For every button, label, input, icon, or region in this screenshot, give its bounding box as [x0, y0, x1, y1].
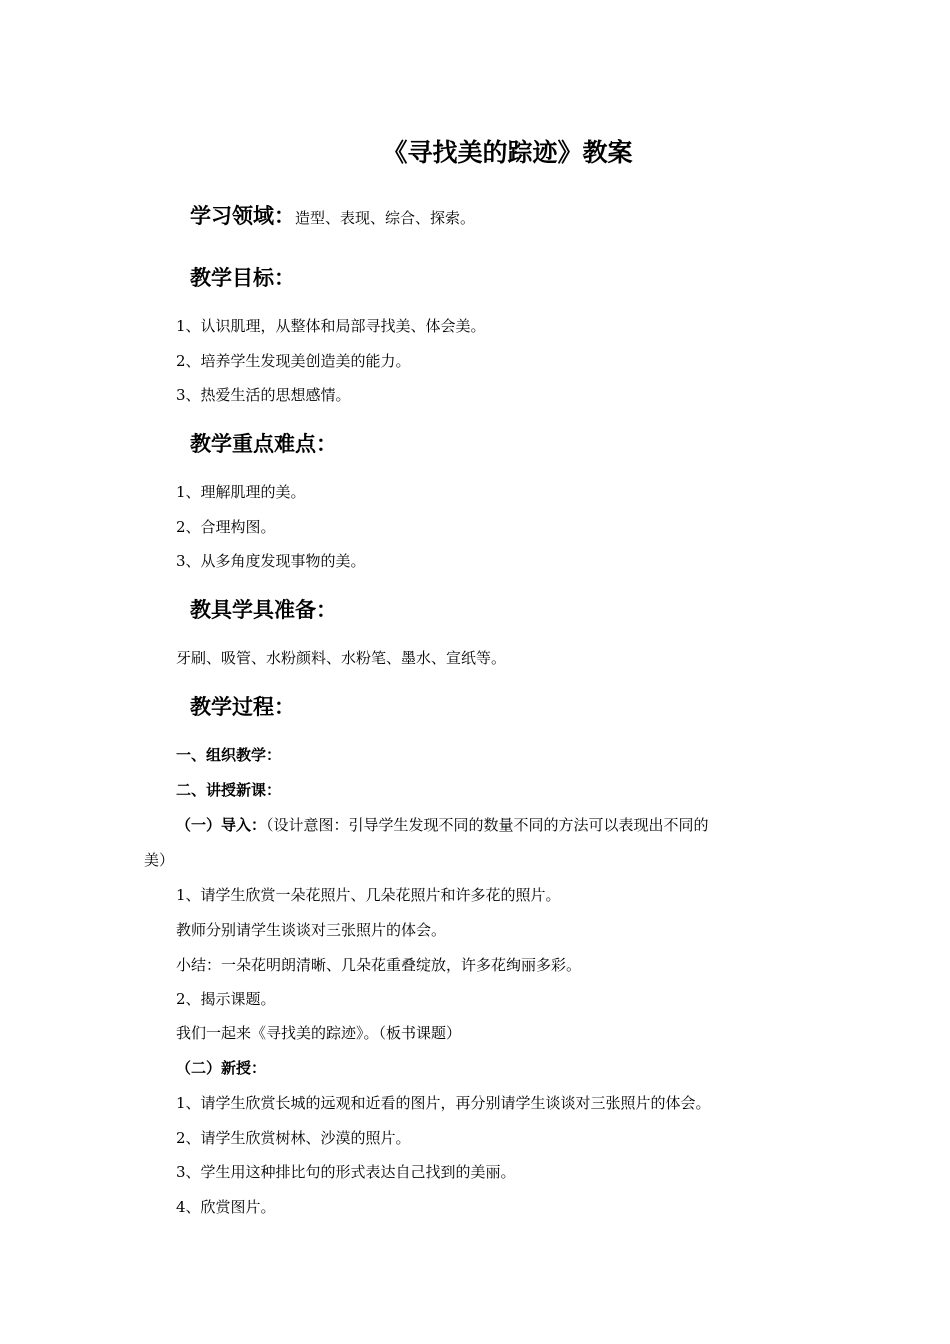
key-heading: 教学重点难点：: [190, 432, 337, 456]
key-item: 1、理解肌理的美。: [176, 483, 306, 501]
tools-heading: 教具学具准备：: [190, 598, 337, 622]
intro-text: （设计意图：引导学生发现不同的数量不同的方法可以表现出不同的: [266, 816, 709, 834]
intro-line: [176, 818, 816, 833]
step-teach: 二、讲授新课：: [176, 781, 282, 799]
intro-item: 教师分别请学生谈谈对三张照片的体会。: [176, 921, 447, 939]
goals-heading: 教学目标：: [190, 266, 295, 290]
intro-label: （一）导入：: [176, 816, 267, 834]
intro-item: 我们一起来《寻找美的踪迹》。（板书课题）: [176, 1024, 462, 1042]
tools-text: 牙刷、吸管、水粉颜料、水粉笔、墨水、宣纸等。: [176, 649, 507, 667]
intro-item: 2、揭示课题。: [176, 990, 276, 1008]
key-item: 2、合理构图。: [176, 518, 276, 536]
step-organize: 一、组织教学：: [176, 746, 282, 764]
intro-item: 1、请学生欣赏一朵花照片、几朵花照片和许多花的照片。: [176, 886, 561, 904]
domain-line: [190, 206, 475, 227]
new-teaching-label: （二）新授：: [176, 1059, 267, 1077]
domain-value: 造型、表现、综合、探索。: [295, 209, 476, 227]
new-item: 1、请学生欣赏长城的远观和近看的图片，再分别请学生谈谈对三张照片的体会。: [176, 1094, 711, 1112]
goal-item: 1、认识肌理，从整体和局部寻找美、体会美。: [176, 317, 486, 335]
key-item: 3、从多角度发现事物的美。: [176, 552, 366, 570]
domain-label: 学习领域：: [190, 204, 295, 228]
document-title: 《寻找美的踪迹》教案: [382, 138, 633, 167]
intro-continuation: 美）: [144, 851, 175, 869]
goal-item: 3、热爱生活的思想感情。: [176, 386, 351, 404]
new-item: 2、请学生欣赏树林、沙漠的照片。: [176, 1129, 411, 1147]
new-item: 3、学生用这种排比句的形式表达自己找到的美丽。: [176, 1163, 516, 1181]
goal-item: 2、培养学生发现美创造美的能力。: [176, 352, 411, 370]
new-item: 4、欣赏图片。: [176, 1198, 276, 1216]
intro-item: 小结：一朵花明朗清晰、几朵花重叠绽放，许多花绚丽多彩。: [176, 956, 582, 974]
process-heading: 教学过程：: [190, 695, 295, 719]
